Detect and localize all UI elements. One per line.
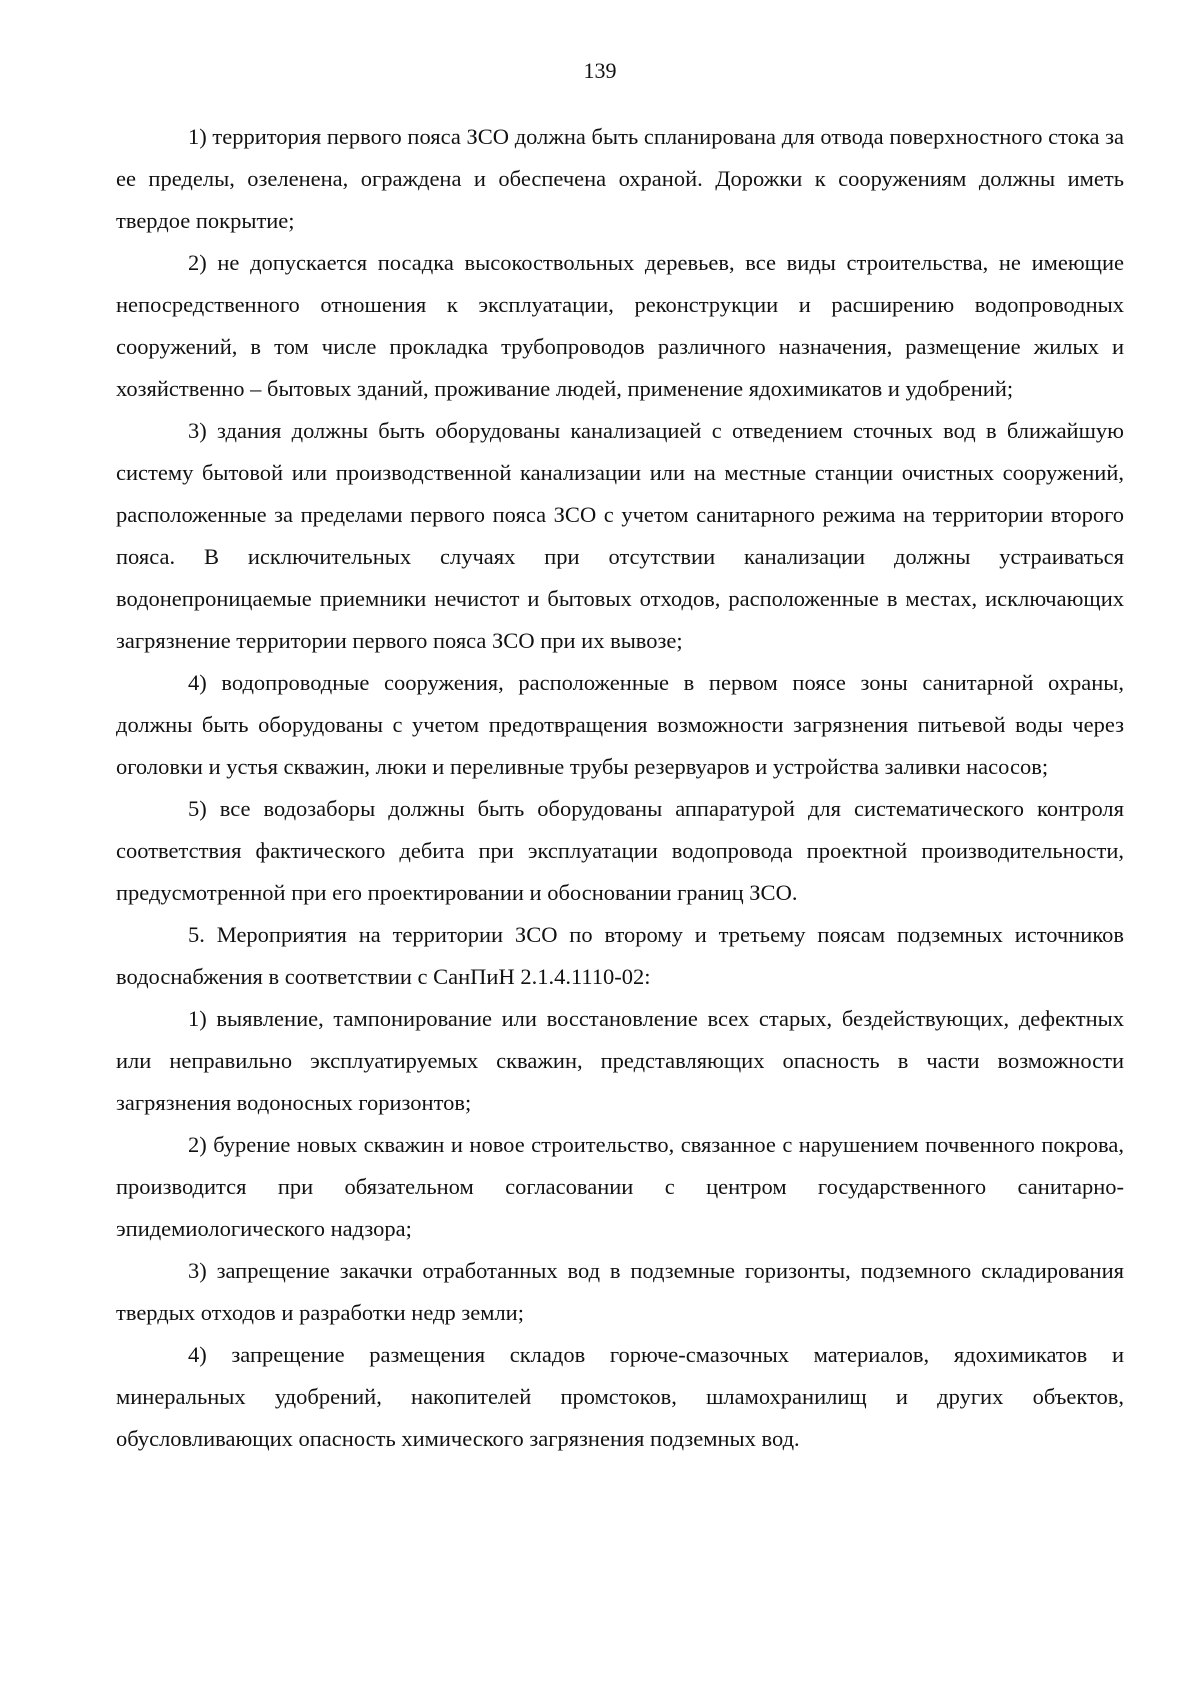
paragraph-item-5-intakes: 5) все водозаборы должны быть оборудованы аппаратурой для систематического контроля соответствия фактического дебита при эксплуатации водопровода проектной производительности, предусмотренной при его проектировании и обосновании границ ЗСО. <box>116 796 1124 905</box>
document-body <box>116 116 1124 1460</box>
paragraph-item-1-first-belt-territory: 1) территория первого пояса ЗСО должна быть спланирована для отвода поверхностного стока за ее пределы, озеленена, ограждена и обеспечена охраной. Дорожки к сооружениям должны иметь твердое покрытие; <box>116 124 1124 233</box>
paragraph-item-2-prohibited-activities: 2) не допускается посадка высокоствольных деревьев, все виды строительства, не имеющие непосредственного отношения к эксплуатации, реконструкции и расширению водопроводных сооружений, в том числе прокладка трубопроводов различного назначения, размещение жилых и хозяйственно – бытовых зданий, проживание людей, применение ядохимикатов и удобрений; <box>116 250 1124 401</box>
paragraph-section5-item-1: 1) выявление, тампонирование или восстановление всех старых, бездействующих, дефектных или неправильно эксплуатируемых скважин, представляющих опасность в части возможности загрязнения водоносных горизонтов; <box>116 1006 1124 1115</box>
paragraph-section5-item-3: 3) запрещение закачки отработанных вод в подземные горизонты, подземного складирования твердых отходов и разработки недр земли; <box>116 1258 1124 1325</box>
paragraph-section5-item-4: 4) запрещение размещения складов горюче-смазочных материалов, ядохимикатов и минеральных удобрений, накопителей промстоков, шламохранилищ и других объектов, обусловливающих опасность химического загрязнения подземных вод. <box>116 1342 1124 1451</box>
page-number: 139 <box>583 58 617 83</box>
section-5-heading-paragraph: 5. Мероприятия на территории ЗСО по второму и третьему поясам подземных источников водоснабжения в соответствии с СанПиН 2.1.4.1110-02: <box>116 922 1124 989</box>
paragraph-item-3-sewerage: 3) здания должны быть оборудованы канализацией с отведением сточных вод в ближайшую систему бытовой или производственной канализации или на местные станции очистных сооружений, расположенные за пределами первого пояса ЗСО с учетом санитарного режима на территории второго пояса. В исключительных случаях при отсутствии канализации должны устраиваться водонепроницаемые приемники нечистот и бытовых отходов, расположенные в местах, исключающих загрязнение территории первого пояса ЗСО при их вывозе; <box>116 418 1124 653</box>
paragraph-section5-item-2: 2) бурение новых скважин и новое строительство, связанное с нарушением почвенного покрова, производится при обязательном согласовании с центром государственного санитарно-эпидемиологического надзора; <box>116 1132 1124 1241</box>
paragraph-item-4-waterworks: 4) водопроводные сооружения, расположенные в первом поясе зоны санитарной охраны, должны быть оборудованы с учетом предотвращения возможности загрязнения питьевой воды через оголовки и устья скважин, люки и переливные трубы резервуаров и устройства заливки насосов; <box>116 670 1124 779</box>
